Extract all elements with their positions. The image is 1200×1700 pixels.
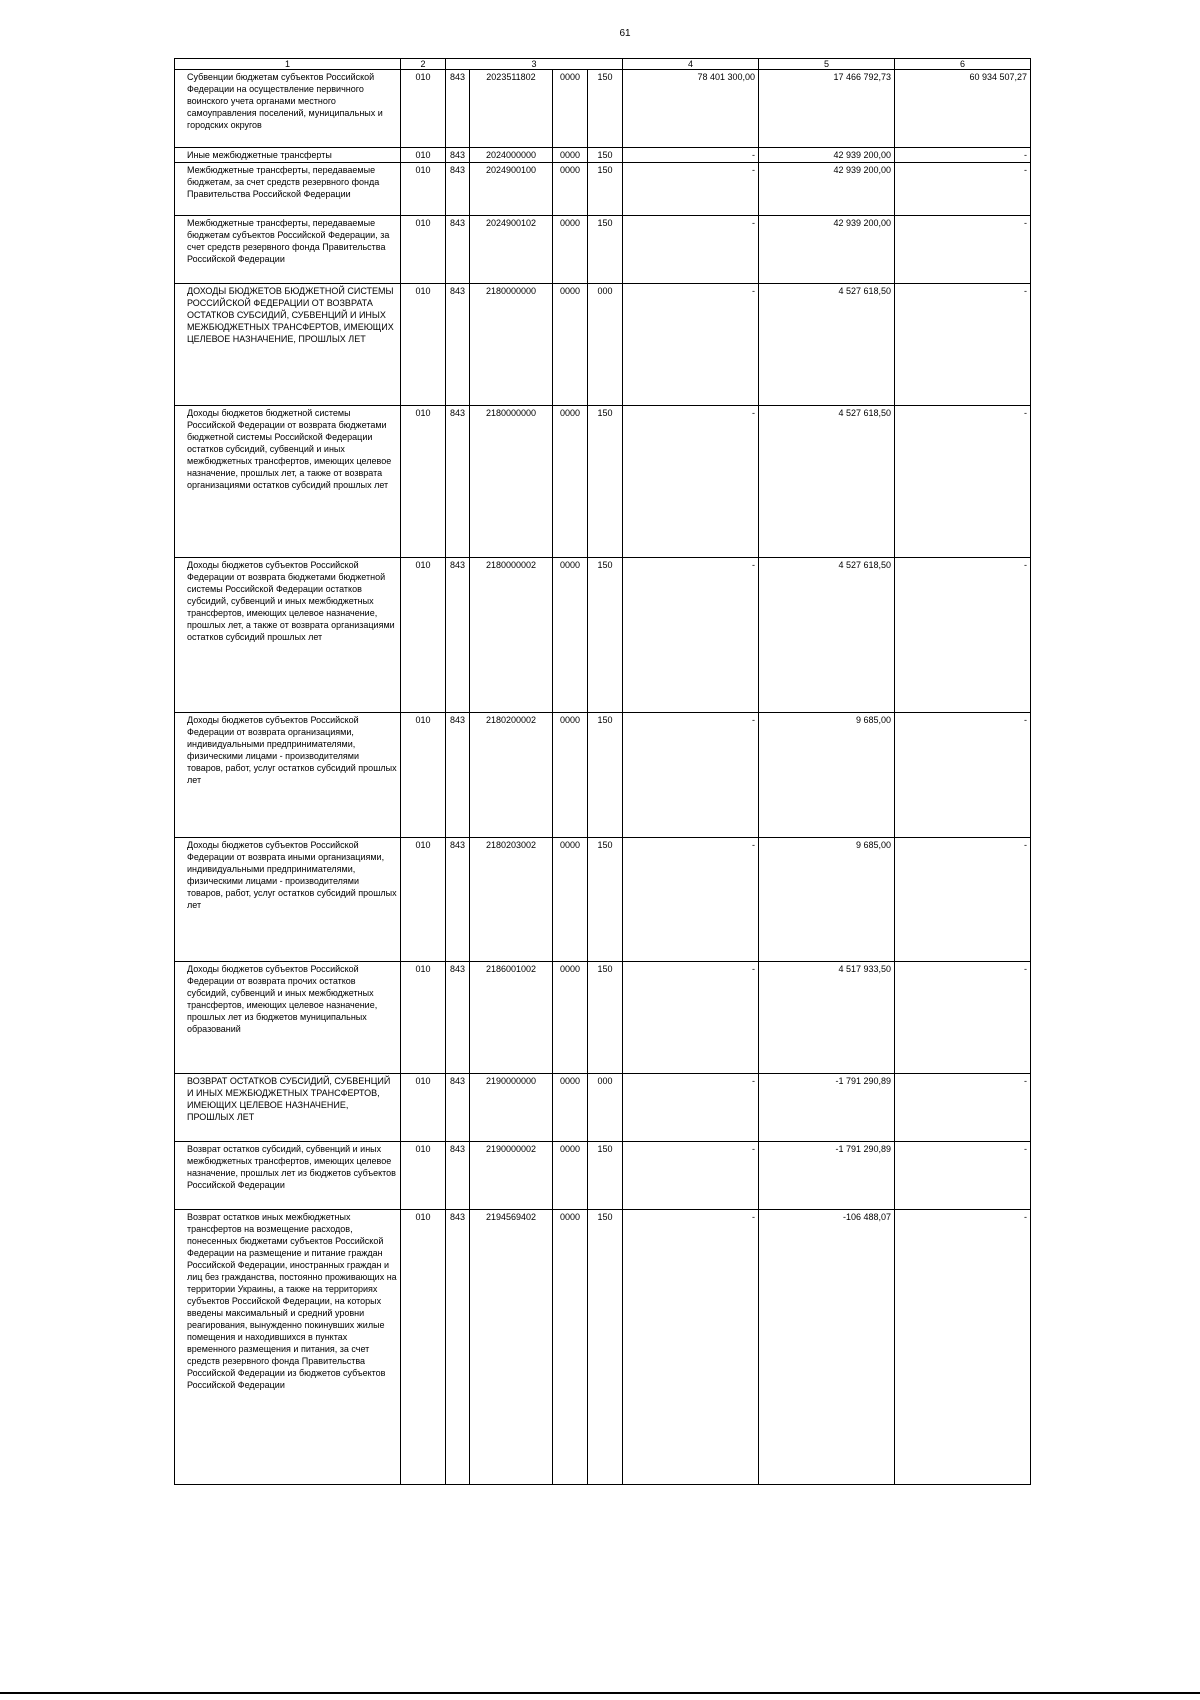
row-value-4: - [623, 962, 759, 1074]
row-value-4: - [623, 1210, 759, 1485]
row-name: Доходы бюджетов субъектов Российской Федерации от возврата иными организациями, индивидуальными предпринимателями, физическими лицами - производителями товаров, работ, услуг остатков субсидий прошлых лет [175, 838, 401, 962]
row-code-chief: 843 [446, 962, 470, 1074]
row-value-5: 4 527 618,50 [759, 284, 895, 406]
row-code-kbk: 2190000002 [470, 1142, 553, 1210]
header-col-2: 2 [401, 59, 446, 70]
table-row [175, 962, 1031, 1074]
row-code-kosgu: 150 [588, 1210, 623, 1485]
row-code-kosgu: 150 [588, 713, 623, 838]
row-code-chief: 843 [446, 1074, 470, 1142]
row-code-kosgu: 150 [588, 163, 623, 216]
row-value-5: -1 791 290,89 [759, 1142, 895, 1210]
row-code-admin: 010 [401, 1142, 446, 1210]
row-code-kosgu: 150 [588, 962, 623, 1074]
row-value-6: 60 934 507,27 [895, 70, 1031, 148]
row-code-chief: 843 [446, 558, 470, 713]
row-code-program: 0000 [553, 558, 588, 713]
row-value-5: 42 939 200,00 [759, 163, 895, 216]
table-row [175, 406, 1031, 558]
row-value-5: -1 791 290,89 [759, 1074, 895, 1142]
row-value-6: - [895, 1074, 1031, 1142]
header-col-4: 4 [623, 59, 759, 70]
row-code-admin: 010 [401, 216, 446, 284]
row-value-4: - [623, 558, 759, 713]
row-code-program: 0000 [553, 163, 588, 216]
row-code-admin: 010 [401, 558, 446, 713]
row-name: Возврат остатков иных межбюджетных трансфертов на возмещение расходов, понесенных бюджетами субъектов Российской Федерации на размещение и питание граждан Российской Федерации, иностранных граждан и лиц без гражданства, постоянно проживающих на территории Украины, а также на территориях субъектов Российской Федерации, на которых введены максимальный и средний уровни реагирования, вынужденно покинувших жилые помещения и находившихся в пунктах временного размещения и питания, за счет средств резервного фонда Правительства Российской Федерации из бюджетов субъектов Российской Федерации [175, 1210, 401, 1485]
header-col-3: 3 [446, 59, 623, 70]
row-code-kbk: 2024000000 [470, 148, 553, 163]
row-value-5: 17 466 792,73 [759, 70, 895, 148]
table-row [175, 1074, 1031, 1142]
row-value-4: 78 401 300,00 [623, 70, 759, 148]
row-code-kbk: 2023511802 [470, 70, 553, 148]
row-value-4: - [623, 713, 759, 838]
row-code-program: 0000 [553, 284, 588, 406]
revenue-table [174, 58, 1031, 1485]
table-row [175, 163, 1031, 216]
row-code-chief: 843 [446, 148, 470, 163]
row-code-kosgu: 150 [588, 838, 623, 962]
row-code-program: 0000 [553, 70, 588, 148]
table-row [175, 713, 1031, 838]
row-value-5: 42 939 200,00 [759, 216, 895, 284]
row-value-4: - [623, 838, 759, 962]
row-name: Доходы бюджетов субъектов Российской Федерации от возврата бюджетами бюджетной системы Российской Федерации остатков субсидий, субвенций и иных межбюджетных трансфертов, имеющих целевое назначение, прошлых лет, а также от возврата организациями остатков субсидий прошлых лет [175, 558, 401, 713]
row-code-kbk: 2180000000 [470, 284, 553, 406]
row-value-4: - [623, 1074, 759, 1142]
table-row [175, 284, 1031, 406]
row-code-admin: 010 [401, 1210, 446, 1485]
row-name: Доходы бюджетов бюджетной системы Российской Федерации от возврата бюджетами бюджетной системы Российской Федерации остатков субсидий, субвенций и иных межбюджетных трансфертов, имеющих целевое назначение, прошлых лет, а также от возврата организациями остатков субсидий прошлых лет [175, 406, 401, 558]
row-value-5: 42 939 200,00 [759, 148, 895, 163]
table-row [175, 70, 1031, 148]
row-code-kbk: 2180203002 [470, 838, 553, 962]
scan-bottom-rule [0, 1692, 1200, 1694]
row-code-kbk: 2180000000 [470, 406, 553, 558]
row-value-6: - [895, 558, 1031, 713]
header-col-1: 1 [175, 59, 401, 70]
row-code-kosgu: 000 [588, 284, 623, 406]
row-code-admin: 010 [401, 70, 446, 148]
row-value-6: - [895, 216, 1031, 284]
row-name: Субвенции бюджетам субъектов Российской Федерации на осуществление первичного воинского учета органами местного самоуправления поселений, муниципальных и городских округов [175, 70, 401, 148]
row-code-kosgu: 150 [588, 1142, 623, 1210]
row-code-admin: 010 [401, 284, 446, 406]
row-code-kosgu: 150 [588, 70, 623, 148]
row-code-chief: 843 [446, 216, 470, 284]
row-name: ВОЗВРАТ ОСТАТКОВ СУБСИДИЙ, СУБВЕНЦИЙ И ИНЫХ МЕЖБЮДЖЕТНЫХ ТРАНСФЕРТОВ, ИМЕЮЩИХ ЦЕЛЕВОЕ НАЗНАЧЕНИЕ, ПРОШЛЫХ ЛЕТ [175, 1074, 401, 1142]
row-code-admin: 010 [401, 148, 446, 163]
row-code-program: 0000 [553, 838, 588, 962]
table-row [175, 558, 1031, 713]
row-name: Доходы бюджетов субъектов Российской Федерации от возврата организациями, индивидуальными предпринимателями, физическими лицами - производителями товаров, работ, услуг остатков субсидий прошлых лет [175, 713, 401, 838]
table-row [175, 1210, 1031, 1485]
row-code-kbk: 2180000002 [470, 558, 553, 713]
table-row [175, 216, 1031, 284]
header-col-5: 5 [759, 59, 895, 70]
row-code-admin: 010 [401, 713, 446, 838]
row-value-6: - [895, 148, 1031, 163]
row-name: Иные межбюджетные трансферты [175, 148, 401, 163]
row-code-chief: 843 [446, 163, 470, 216]
row-code-admin: 010 [401, 838, 446, 962]
row-name: ДОХОДЫ БЮДЖЕТОВ БЮДЖЕТНОЙ СИСТЕМЫ РОССИЙСКОЙ ФЕДЕРАЦИИ ОТ ВОЗВРАТА ОСТАТКОВ СУБСИДИЙ, СУБВЕНЦИЙ И ИНЫХ МЕЖБЮДЖЕТНЫХ ТРАНСФЕРТОВ, ИМЕЮЩИХ ЦЕЛЕВОЕ НАЗНАЧЕНИЕ, ПРОШЛЫХ ЛЕТ [175, 284, 401, 406]
row-code-program: 0000 [553, 148, 588, 163]
row-value-5: 9 685,00 [759, 838, 895, 962]
row-code-program: 0000 [553, 962, 588, 1074]
row-code-program: 0000 [553, 1142, 588, 1210]
row-code-chief: 843 [446, 70, 470, 148]
row-code-admin: 010 [401, 406, 446, 558]
row-code-program: 0000 [553, 406, 588, 558]
row-code-chief: 843 [446, 406, 470, 558]
row-value-6: - [895, 962, 1031, 1074]
row-value-6: - [895, 1210, 1031, 1485]
row-code-admin: 010 [401, 1074, 446, 1142]
row-name: Возврат остатков субсидий, субвенций и иных межбюджетных трансфертов, имеющих целевое назначение, прошлых лет из бюджетов субъектов Российской Федерации [175, 1142, 401, 1210]
row-code-kbk: 2194569402 [470, 1210, 553, 1485]
row-name: Межбюджетные трансферты, передаваемые бюджетам субъектов Российской Федерации, за счет средств резервного фонда Правительства Российской Федерации [175, 216, 401, 284]
row-name: Доходы бюджетов субъектов Российской Федерации от возврата прочих остатков субсидий, субвенций и иных межбюджетных трансфертов, имеющих целевое назначение, прошлых лет из бюджетов муниципальных образований [175, 962, 401, 1074]
row-value-4: - [623, 216, 759, 284]
row-value-4: - [623, 148, 759, 163]
row-code-program: 0000 [553, 713, 588, 838]
row-code-kbk: 2024900100 [470, 163, 553, 216]
row-code-kbk: 2024900102 [470, 216, 553, 284]
row-code-kosgu: 150 [588, 558, 623, 713]
row-value-4: - [623, 284, 759, 406]
row-value-5: 4 527 618,50 [759, 406, 895, 558]
row-value-6: - [895, 163, 1031, 216]
row-code-kbk: 2180200002 [470, 713, 553, 838]
row-code-kbk: 2190000000 [470, 1074, 553, 1142]
row-value-5: -106 488,07 [759, 1210, 895, 1485]
row-code-kosgu: 150 [588, 406, 623, 558]
row-code-program: 0000 [553, 1210, 588, 1485]
table-row [175, 1142, 1031, 1210]
row-value-6: - [895, 838, 1031, 962]
table-row [175, 838, 1031, 962]
header-col-6: 6 [895, 59, 1031, 70]
row-code-chief: 843 [446, 1210, 470, 1485]
row-code-kbk: 2186001002 [470, 962, 553, 1074]
table-header [175, 59, 1031, 70]
row-value-5: 4 527 618,50 [759, 558, 895, 713]
row-value-5: 9 685,00 [759, 713, 895, 838]
row-value-5: 4 517 933,50 [759, 962, 895, 1074]
row-value-6: - [895, 284, 1031, 406]
row-value-4: - [623, 1142, 759, 1210]
row-code-chief: 843 [446, 284, 470, 406]
row-code-admin: 010 [401, 962, 446, 1074]
row-code-admin: 010 [401, 163, 446, 216]
row-value-4: - [623, 163, 759, 216]
row-code-kosgu: 150 [588, 148, 623, 163]
row-name: Межбюджетные трансферты, передаваемые бюджетам, за счет средств резервного фонда Правительства Российской Федерации [175, 163, 401, 216]
row-value-4: - [623, 406, 759, 558]
row-value-6: - [895, 1142, 1031, 1210]
row-value-6: - [895, 406, 1031, 558]
row-code-chief: 843 [446, 838, 470, 962]
table-row [175, 148, 1031, 163]
row-code-chief: 843 [446, 713, 470, 838]
row-code-kosgu: 150 [588, 216, 623, 284]
row-code-program: 0000 [553, 1074, 588, 1142]
row-code-chief: 843 [446, 1142, 470, 1210]
page-number: 61 [619, 28, 631, 39]
row-code-program: 0000 [553, 216, 588, 284]
row-value-6: - [895, 713, 1031, 838]
row-code-kosgu: 000 [588, 1074, 623, 1142]
